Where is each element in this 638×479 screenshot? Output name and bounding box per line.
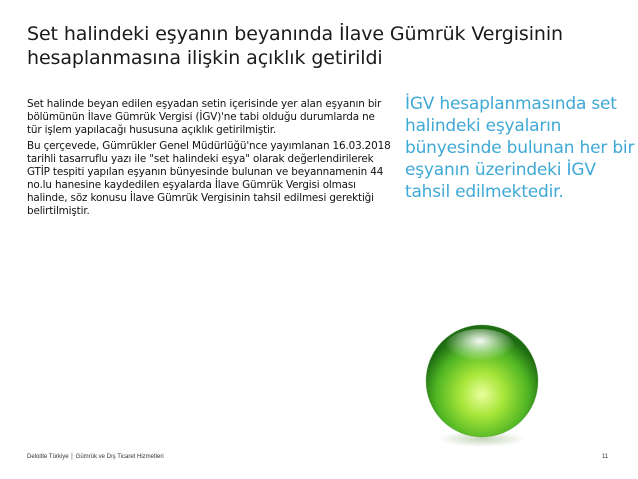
body-paragraph-2: Bu çerçevede, Gümrükler Genel Müdürlüğü'nce yayımlanan 16.03.2018 tarihli tasarruflu yazı ile "set halindeki eşya" olarak değerlendirilerek GTİP tespiti yapılan eşyanın bünyesinde bulunan ve beyannamenin 44 no.lu hanesine kaydedilen eşyalarda İlave Gümrük Vergisi olması halinde, söz konusu İlave Gümrük Vergisinin tahsil edilmesi gerektiği belirtilmiştir.	[27, 140, 391, 217]
page-number: 11	[602, 454, 609, 460]
callout-text: İGV hesaplanmasında set halindeki eşyaların bünyesinde bulunan her bir eşyanın üzerindeki İGV tahsil edilmektedir.	[405, 94, 635, 202]
green-sphere-icon	[416, 317, 549, 450]
footer-text: Deloitte Türkiye │ Gümrük ve Dış Ticaret Hizmetleri	[27, 454, 164, 460]
body-paragraph-1: Set halinde beyan edilen eşyadan setin içerisinde yer alan eşyanın bir bölümünün İlave Gümrük Vergisi (İGV)'ne tabi olduğu durumlarda ne tür işlem yapılacağı hususuna açıklık getirilmiştir.	[27, 98, 382, 136]
slide-title: Set halindeki eşyanın beyanında İlave Gümrük Vergisinin hesaplanmasına ilişkin açıklık getirildi	[27, 23, 563, 69]
